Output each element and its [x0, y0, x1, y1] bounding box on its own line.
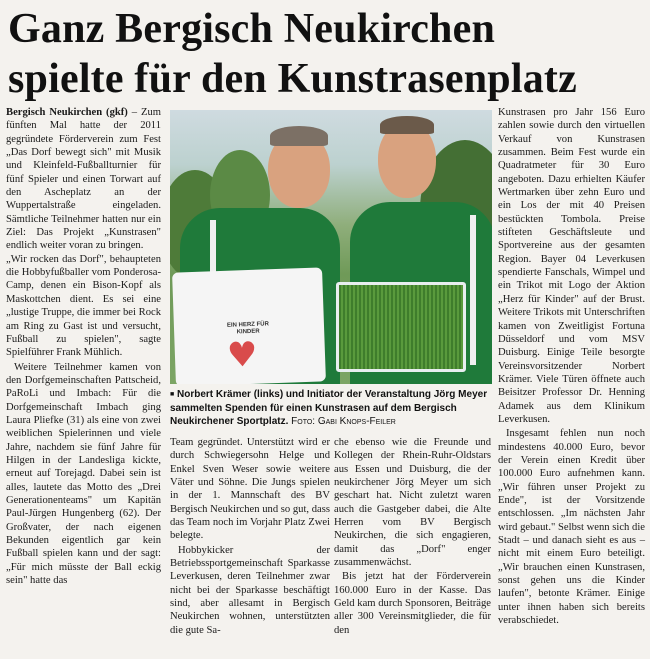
jacket-stripe — [470, 215, 476, 365]
artificial-turf-sample — [336, 282, 466, 372]
headline-line-2: spielte für den Kunstrasenplatz — [8, 56, 577, 102]
square-bullet-icon: ■ — [170, 391, 175, 398]
heart-icon: ♥ — [226, 334, 259, 376]
hair — [270, 126, 328, 146]
paragraph: – Zum fünften Mal hatte der 2011 gegründete Förderverein zum Fest „Das Dorf bewegt sich" mit Musik und Kleinfeld-Fußballturnier für fünf Spieler und einen Torwart auf den Ascheplatz an der Wuppertalstraße eingeladen. Sämtliche Teilnehmer hatten nur ein Ziel: Das Projekt „Kunstrasen" endlich weiter voran zu bringen. — [6, 107, 161, 252]
paragraph: Bis jetzt hat der Förderverein 160.000 Euro in der Kasse. Das Geld kam durch Sponsoren, Beiträge aller 300 Vereinsmitglieder, die für den — [334, 571, 491, 636]
paragraph: Kunstrasen pro Jahr 156 Euro zahlen sowie durch den virtuellen Verkauf von Kunstrasen zusammen. Beim Fest wurde ein Quadratmeter für 30 Euro angeboten. Dazu erhielten Käufer Wertmarken über zehn Euro und ein Los der mit 40 Preisen bestückten Tombola. Preise stifteten Geschäftsleute und Sportvereine aus der gesamten Region. Bayer 04 Leverkusen spendierte Fanschals, Wimpel und ein Trikot mit Logo der Aktion „Herz für Kinder" auf der Brust. Weitere Trikots mit Unterschriften kamen von Zweitligist Fortuna Düsseldorf und vom MSV Duisburg. Einige Teile besorgte Vereinsvorsitzender Norbert Krämer. Viele Türen öffnete auch Beisitzer Professor Dr. Henning Adamek aus dem Klinikum Leverkusen. — [498, 107, 645, 425]
article-column-3 — [334, 436, 491, 638]
jersey — [172, 267, 326, 384]
headline — [8, 4, 648, 104]
paragraph: Hobbykicker der Betriebssportgemeinschaft Sparkasse Leverkusen, deren Teilnehmer zwar nicht bei der Sparkasse beschäftigt sind, aber allesamt in Bergisch Neukirchen wohnen, unterstützten die gute Sa- — [170, 544, 330, 636]
article-column-2 — [170, 436, 330, 638]
hair — [380, 116, 434, 134]
jersey-print: EIN HERZ FÜR KINDER — [226, 321, 270, 336]
paragraph: „Wir rocken das Dorf", behaupteten die Hobbyfußballer vom Ponderosa-Camp, denen ein Bison-Kopf als Maskottchen dient. Es sei eine „lustige Truppe, die immer bei Rock am Ring zu Gast ist und versucht, Fußball zu spielen", sagte Spielführer Frank Mühlich. — [6, 253, 161, 359]
photo-caption — [170, 388, 492, 429]
byline: Bergisch Neukirchen (gkf) — [6, 107, 128, 118]
photo-credit: Foto: Gabi Knops-Feiler — [291, 416, 396, 427]
paragraph: Insgesamt fehlen nun noch mindestens 40.000 Euro, bevor der Verein einen Kredit über 100.000 Euro aufnehmen kann. „Wir führen unser Projekt zu Ende", ist der Vorsitzende entschlossen. „Im nächsten Jahr wird gebaut." Selbst wenn sich die Stadt – und danach sieht es aus – nicht mit einem Euro beteiligt. „Wir brauchen einen Kunstrasen, sonst gehen uns die Kinder laufen", betonte Krämer. Einige unter ihnen haben sich bereits verabschiedet. — [498, 428, 645, 627]
article-photo — [170, 110, 492, 384]
caption-text: Norbert Krämer (links) und Initiator der Veranstaltung Jörg Meyer sammelten Spenden für einen Kunstrasen auf dem Bergisch Neukirchener Sportplatz. — [170, 389, 488, 427]
article-column-1 — [6, 106, 161, 588]
paragraph: che ebenso wie die Freunde und Kollegen der Rhein-Ruhr-Oldstars aus Essen und Duisburg, die der neukirchener Jörg Meyer um sich geschart hat. Nicht zuletzt waren auch die Gastgeber dabei, die Alte Herren vom BV Bergisch Neukirchen, die sich engagieren, damit das „Dorf" enger zusammenwächst. — [334, 437, 491, 569]
headline-line-1: Ganz Bergisch Neukirchen — [8, 6, 496, 52]
paragraph: Team gegründet. Unterstützt wird er durch Schwiegersohn Helge und Enkel Sven Weser sowie weitere Väter und Söhne. Die Jungs spielen in der 1. Mannschaft des BV Bergisch Neukirchen und so gut, dass das Team noch im Vorjahr Platz Zwei belegte. — [170, 437, 330, 542]
paragraph: Weitere Teilnehmer kamen von den Dorfgemeinschaften Pattscheid, PaRoLi und Imbach: Für die Dorfgemeinschaft Imbach ging Laura Pliefke (31) als eine von zwei weiblichen Spielerinnen und viele Jahre, nachdem sie fünf Jahre für Hilgen in der Landesliga kickte, erneut auf Torejagd. Dabei sein ist alles, lautete das Motto des „Drei Generationenteams" um Kapitän Paul-Jürgen Hungenberg (62). Der Großvater, der nach eigenen Bekunden eigentlich gar kein Fußball spielen kann und der sagt: „Für mich müsste der Ball eckig sein" hatte das — [6, 361, 161, 587]
article-column-4 — [498, 106, 645, 628]
